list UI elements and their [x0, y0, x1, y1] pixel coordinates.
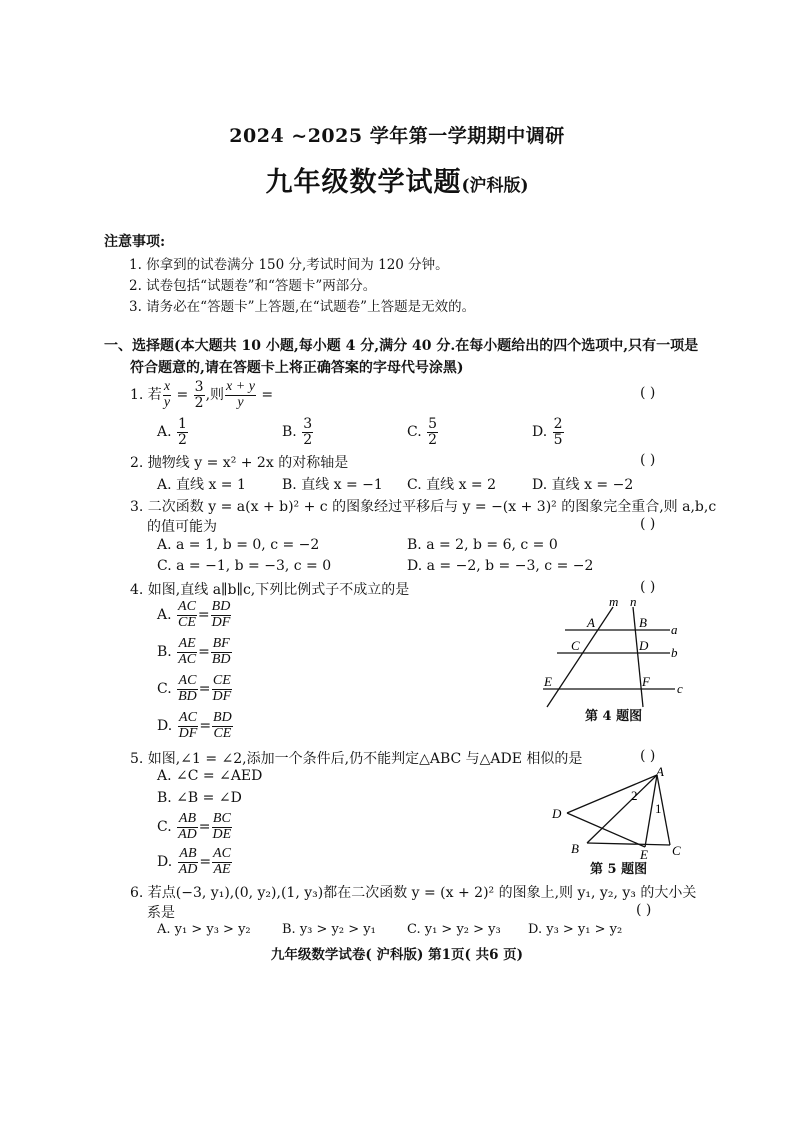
question-1-option-c: C. $\frac{5}{2}$ [407, 416, 438, 448]
label-D: D [639, 638, 649, 653]
question-6-option-a: A. y₁ > y₃ > y₂ [157, 922, 251, 937]
question-3-option-d: D. a = −2, b = −3, c = −2 [407, 558, 594, 574]
label-F: F [642, 674, 650, 689]
question-5-option-d: D. $\frac{AB}{AD}$ = $\frac{AC}{AE}$ [157, 846, 231, 877]
label-b: b [671, 645, 678, 660]
label-m: m [609, 595, 619, 609]
answer-bracket-3: ( ) [640, 516, 656, 532]
question-4-option-b: B. $\frac{AE}{AC}$ = $\frac{BF}{BD}$ [157, 636, 231, 667]
question-1-number: 1. 若 [130, 387, 162, 404]
line-m [547, 607, 613, 707]
notice-item-1: 1. 你拿到的试卷满分 150 分,考试时间为 120 分钟。 [129, 257, 449, 273]
label-E: E [544, 674, 552, 689]
exam-title-main: 九年级数学试题 [265, 167, 462, 198]
notice-heading: 注意事项: [104, 234, 166, 250]
exam-title [0, 160, 794, 199]
exam-title-edition: (沪科版) [461, 176, 529, 196]
question-2-option-b: B. 直线 x = −1 [282, 477, 383, 493]
label-B: B [639, 615, 647, 630]
label-C: C [571, 638, 580, 653]
question-2-option-d: D. 直线 x = −2 [532, 477, 634, 493]
answer-bracket-1: ( ) [640, 385, 656, 401]
section-heading-line1: 一、选择题(本大题共 10 小题,每小题 4 分,满分 40 分.在每小题给出的四个选项中,只有一项是 [104, 338, 699, 354]
notice-item-2: 2. 试卷包括“试题卷”和“答题卡”两部分。 [129, 278, 377, 294]
question-2-option-a: A. 直线 x = 1 [157, 477, 246, 493]
question-4-option-c: C. $\frac{AC}{BD}$ = $\frac{CE}{DF}$ [157, 673, 232, 704]
label-A: A [587, 615, 595, 630]
segment-AB [587, 775, 657, 843]
notice-item-3: 3. 请务必在“答题卡”上答题,在“试题卷”上答题是无效的。 [129, 299, 476, 315]
fraction-3-over-2: $\frac{3}{2}$ [194, 379, 204, 411]
answer-bracket-4: ( ) [640, 579, 656, 595]
question-3-stem-line1: 3. 二次函数 y = a(x + b)² + c 的图象经过平移后与 y = −(x + 3)² 的图象完全重合,则 a,b,c [130, 499, 717, 515]
question-4-option-a: A. $\frac{AC}{CE}$ = $\frac{BD}{DF}$ [157, 599, 231, 630]
angle-label-1: 1 [655, 801, 662, 816]
question-4-stem: 4. 如图,直线 a∥b∥c,下列比例式子不成立的是 [130, 582, 410, 598]
label-c: c [677, 681, 683, 696]
question-3-stem-line2: 的值可能为 [147, 519, 217, 535]
question-2-stem: 2. 抛物线 y = x² + 2x 的对称轴是 [130, 455, 349, 471]
segment-BC [587, 843, 670, 845]
question-6-option-b: B. y₃ > y₂ > y₁ [282, 922, 376, 937]
question-5-stem: 5. 如图,∠1 = ∠2,添加一个条件后,仍不能判定△ABC 与△ADE 相似的是 [130, 751, 583, 767]
segment-AD [567, 775, 657, 813]
question-6-option-c: C. y₁ > y₂ > y₃ [407, 922, 501, 937]
exam-year-title: 2024 ~2025 学年第一学期期中调研 [229, 125, 565, 147]
label-E: E [640, 847, 648, 860]
question-1-option-b: B. $\frac{3}{2}$ [282, 416, 313, 448]
question-1-option-a: A. $\frac{1}{2}$ [157, 416, 187, 448]
question-5-option-c: C. $\frac{AB}{AD}$ = $\frac{BC}{DE}$ [157, 811, 232, 842]
question-3-option-c: C. a = −1, b = −3, c = 0 [157, 558, 332, 574]
question-3-option-b: B. a = 2, b = 6, c = 0 [407, 537, 558, 553]
label-n: n [630, 595, 637, 609]
answer-bracket-2: ( ) [640, 452, 656, 468]
section-heading-line2: 符合题意的,请在答题卡上将正确答案的字母代号涂黑) [130, 360, 464, 376]
label-D: D [552, 806, 562, 821]
question-5-option-b: B. ∠B = ∠D [157, 790, 242, 806]
answer-bracket-6: ( ) [636, 902, 652, 918]
label-A: A [656, 765, 664, 779]
figure-4-caption: 第 4 题图 [585, 709, 643, 724]
label-a: a [671, 622, 678, 637]
label-B: B [571, 841, 579, 856]
question-3-option-a: A. a = 1, b = 0, c = −2 [157, 537, 320, 553]
question-5-option-a: A. ∠C = ∠AED [157, 768, 263, 784]
question-6-option-d: D. y₃ > y₁ > y₂ [528, 922, 623, 937]
question-6-stem-line2: 系是 [147, 905, 175, 921]
question-1-stem: 1. 若 $\frac{x}{y}$ = $\frac{3}{2}$ ,则 $\frac{x + y}{y}$ = [130, 379, 274, 411]
page-footer: 九年级数学试卷( 沪科版) 第1页( 共6 页) [270, 947, 524, 963]
question-4-option-d: D. $\frac{AC}{DF}$ = $\frac{BD}{CE}$ [157, 710, 232, 741]
answer-bracket-5: ( ) [640, 748, 656, 764]
angle-label-2: 2 [631, 788, 638, 803]
fraction-xy-over-y: $\frac{x + y}{y}$ [226, 379, 255, 410]
label-C: C [672, 843, 681, 858]
figure-5-caption: 第 5 题图 [590, 862, 648, 877]
question-2-option-c: C. 直线 x = 2 [407, 477, 496, 493]
figure-5-diagram [545, 765, 695, 860]
fraction-x-over-y: $\frac{x}{y}$ [163, 379, 171, 410]
question-6-stem-line1: 6. 若点(−3, y₁),(0, y₂),(1, y₃)都在二次函数 y = (x + 2)² 的图象上,则 y₁, y₂, y₃ 的大小关 [130, 885, 697, 901]
question-1-option-d: D. $\frac{2}{5}$ [532, 416, 563, 448]
